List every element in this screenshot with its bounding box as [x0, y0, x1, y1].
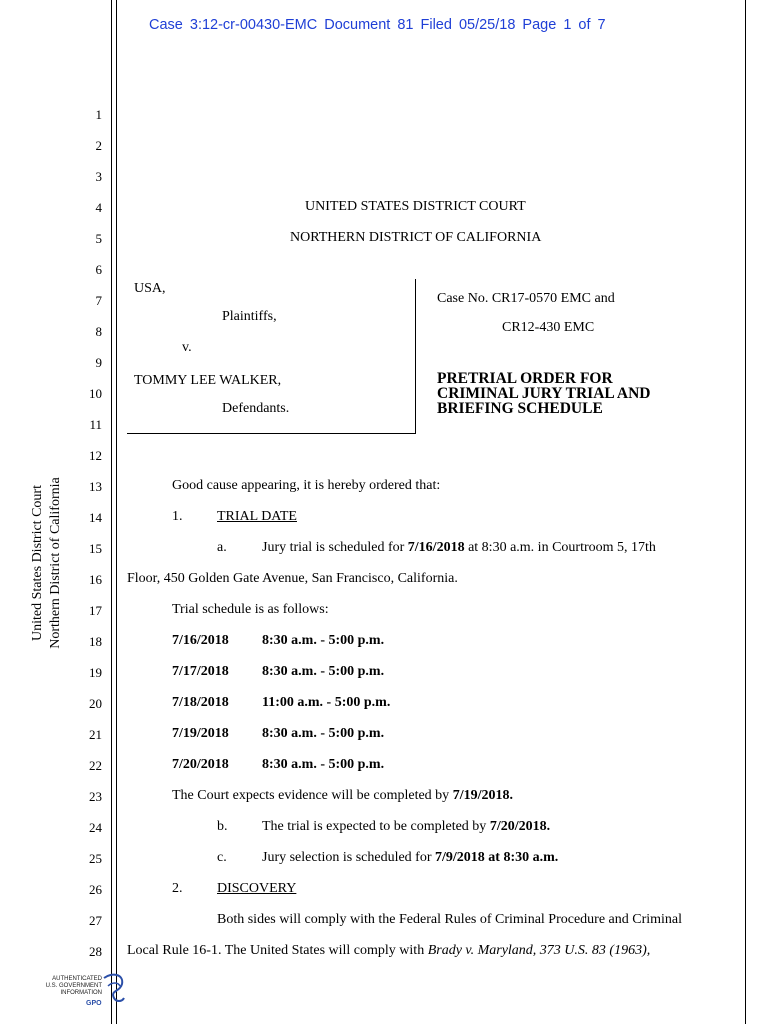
margin-rule-right — [745, 0, 746, 1024]
defendant-name: TOMMY LEE WALKER, — [134, 373, 282, 388]
order-title-line: CRIMINAL JURY TRIAL AND — [437, 385, 651, 402]
margin-rule-left-inner — [116, 0, 117, 1024]
case-citation: Brady v. Maryland, 373 U.S. 83 (1963), — [427, 943, 651, 958]
line-number: 26 — [89, 882, 102, 897]
item-a-text — [262, 540, 656, 556]
margin-rule-left — [111, 0, 112, 1024]
line-number: 14 — [89, 510, 102, 525]
evidence-sentence — [172, 788, 513, 804]
discovery-text: Local Rule 16-1. The United States will comply with — [127, 943, 428, 958]
item-b-text-pre: The trial is expected to be completed by — [262, 819, 490, 834]
line-number: 5 — [95, 231, 102, 246]
schedule-date: 7/20/2018 — [172, 757, 229, 772]
court-name: UNITED STATES DISTRICT COURT — [305, 199, 526, 214]
item-a-label: a. — [217, 540, 227, 555]
schedule-date: 7/16/2018 — [172, 633, 229, 648]
line-number: 9 — [95, 355, 102, 370]
line-number: 23 — [89, 789, 102, 804]
line-number: 19 — [89, 665, 102, 680]
schedule-time: 8:30 a.m. - 5:00 p.m. — [262, 664, 385, 679]
line-number: 12 — [89, 448, 102, 463]
schedule-time: 8:30 a.m. - 5:00 p.m. — [262, 757, 385, 772]
section-2-title: DISCOVERY — [217, 881, 297, 896]
caption-divider-vertical — [415, 279, 416, 434]
schedule-time: 8:30 a.m. - 5:00 p.m. — [262, 726, 385, 741]
line-number: 28 — [89, 944, 102, 959]
logo-text-line: INFORMATION — [60, 990, 102, 996]
line-number: 1 — [95, 107, 102, 122]
evidence-text: The Court expects evidence will be completed by — [172, 788, 453, 803]
defendant-role: Defendants. — [222, 401, 290, 416]
case-number: Case No. CR17-0570 EMC and — [437, 291, 615, 306]
logo-text — [40, 976, 102, 997]
order-title-line: PRETRIAL ORDER FOR — [437, 370, 613, 387]
schedule-date: 7/17/2018 — [172, 664, 229, 679]
line-number: 24 — [89, 820, 102, 835]
item-b-text — [262, 819, 550, 835]
line-number: 8 — [95, 324, 102, 339]
line-number: 18 — [89, 634, 102, 649]
item-c-date: 7/9/2018 at 8:30 a.m. — [435, 850, 559, 865]
item-b-label: b. — [217, 819, 228, 834]
logo-text-line: U.S. GOVERNMENT — [45, 983, 102, 989]
plaintiff-name: USA, — [134, 281, 166, 296]
line-number: 4 — [95, 200, 102, 215]
schedule-intro: Trial schedule is as follows: — [172, 602, 329, 617]
item-c-text-pre: Jury selection is scheduled for — [262, 850, 436, 865]
court-district: NORTHERN DISTRICT OF CALIFORNIA — [290, 230, 542, 245]
item-a-date: 7/16/2018 — [407, 540, 465, 555]
line-number: 20 — [89, 696, 102, 711]
line-number: 7 — [95, 293, 102, 308]
item-a-text-post: at 8:30 a.m. in Courtroom 5, 17th — [464, 540, 656, 555]
schedule-date: 7/18/2018 — [172, 695, 229, 710]
line-number: 11 — [89, 417, 102, 432]
item-a-continuation: Floor, 450 Golden Gate Avenue, San Francisco, California. — [127, 571, 458, 586]
schedule-time: 11:00 a.m. - 5:00 p.m. — [262, 695, 391, 710]
line-number: 3 — [95, 169, 102, 184]
intro-paragraph: Good cause appearing, it is hereby ordered that: — [172, 478, 441, 493]
schedule-time: 8:30 a.m. - 5:00 p.m. — [262, 633, 385, 648]
line-number: 15 — [89, 541, 102, 556]
discovery-paragraph-cont — [127, 943, 650, 959]
gpo-mark: GPO — [86, 1000, 102, 1007]
gpo-authentication-logo — [40, 972, 130, 1014]
line-number: 21 — [89, 727, 102, 742]
document-header: Case 3:12-cr-00430-EMC Document 81 Filed 05/25/18 Page 1 of 7 — [149, 17, 606, 33]
item-c-label: c. — [217, 850, 227, 865]
side-label-line2: Northern District of California — [48, 477, 63, 649]
evidence-date: 7/19/2018. — [452, 788, 513, 803]
line-number: 10 — [89, 386, 102, 401]
item-b-date: 7/20/2018. — [489, 819, 551, 834]
eagle-logo-icon — [98, 972, 130, 1012]
line-number: 25 — [89, 851, 102, 866]
section-1-title: TRIAL DATE — [217, 509, 297, 524]
line-number: 13 — [89, 479, 102, 494]
caption-divider-horizontal — [127, 433, 416, 434]
logo-text-line: AUTHENTICATED — [52, 976, 102, 982]
order-title — [437, 371, 650, 416]
case-number-2: CR12-430 EMC — [502, 320, 595, 335]
line-number: 2 — [95, 138, 102, 153]
line-number: 22 — [89, 758, 102, 773]
section-2-number: 2. — [172, 881, 183, 896]
line-number: 27 — [89, 913, 102, 928]
line-number: 17 — [89, 603, 102, 618]
item-c-text — [262, 850, 558, 866]
order-title-line: BRIEFING SCHEDULE — [437, 400, 603, 417]
discovery-paragraph: Both sides will comply with the Federal Rules of Criminal Procedure and Criminal — [217, 912, 683, 927]
item-a-text-pre: Jury trial is scheduled for — [262, 540, 408, 555]
section-1-number: 1. — [172, 509, 183, 524]
schedule-date: 7/19/2018 — [172, 726, 229, 741]
line-number: 6 — [95, 262, 102, 277]
plaintiff-role: Plaintiffs, — [222, 309, 277, 324]
line-number: 16 — [89, 572, 102, 587]
court-side-label — [29, 408, 65, 718]
versus: v. — [182, 340, 192, 355]
side-label-line1: United States District Court — [30, 485, 45, 641]
